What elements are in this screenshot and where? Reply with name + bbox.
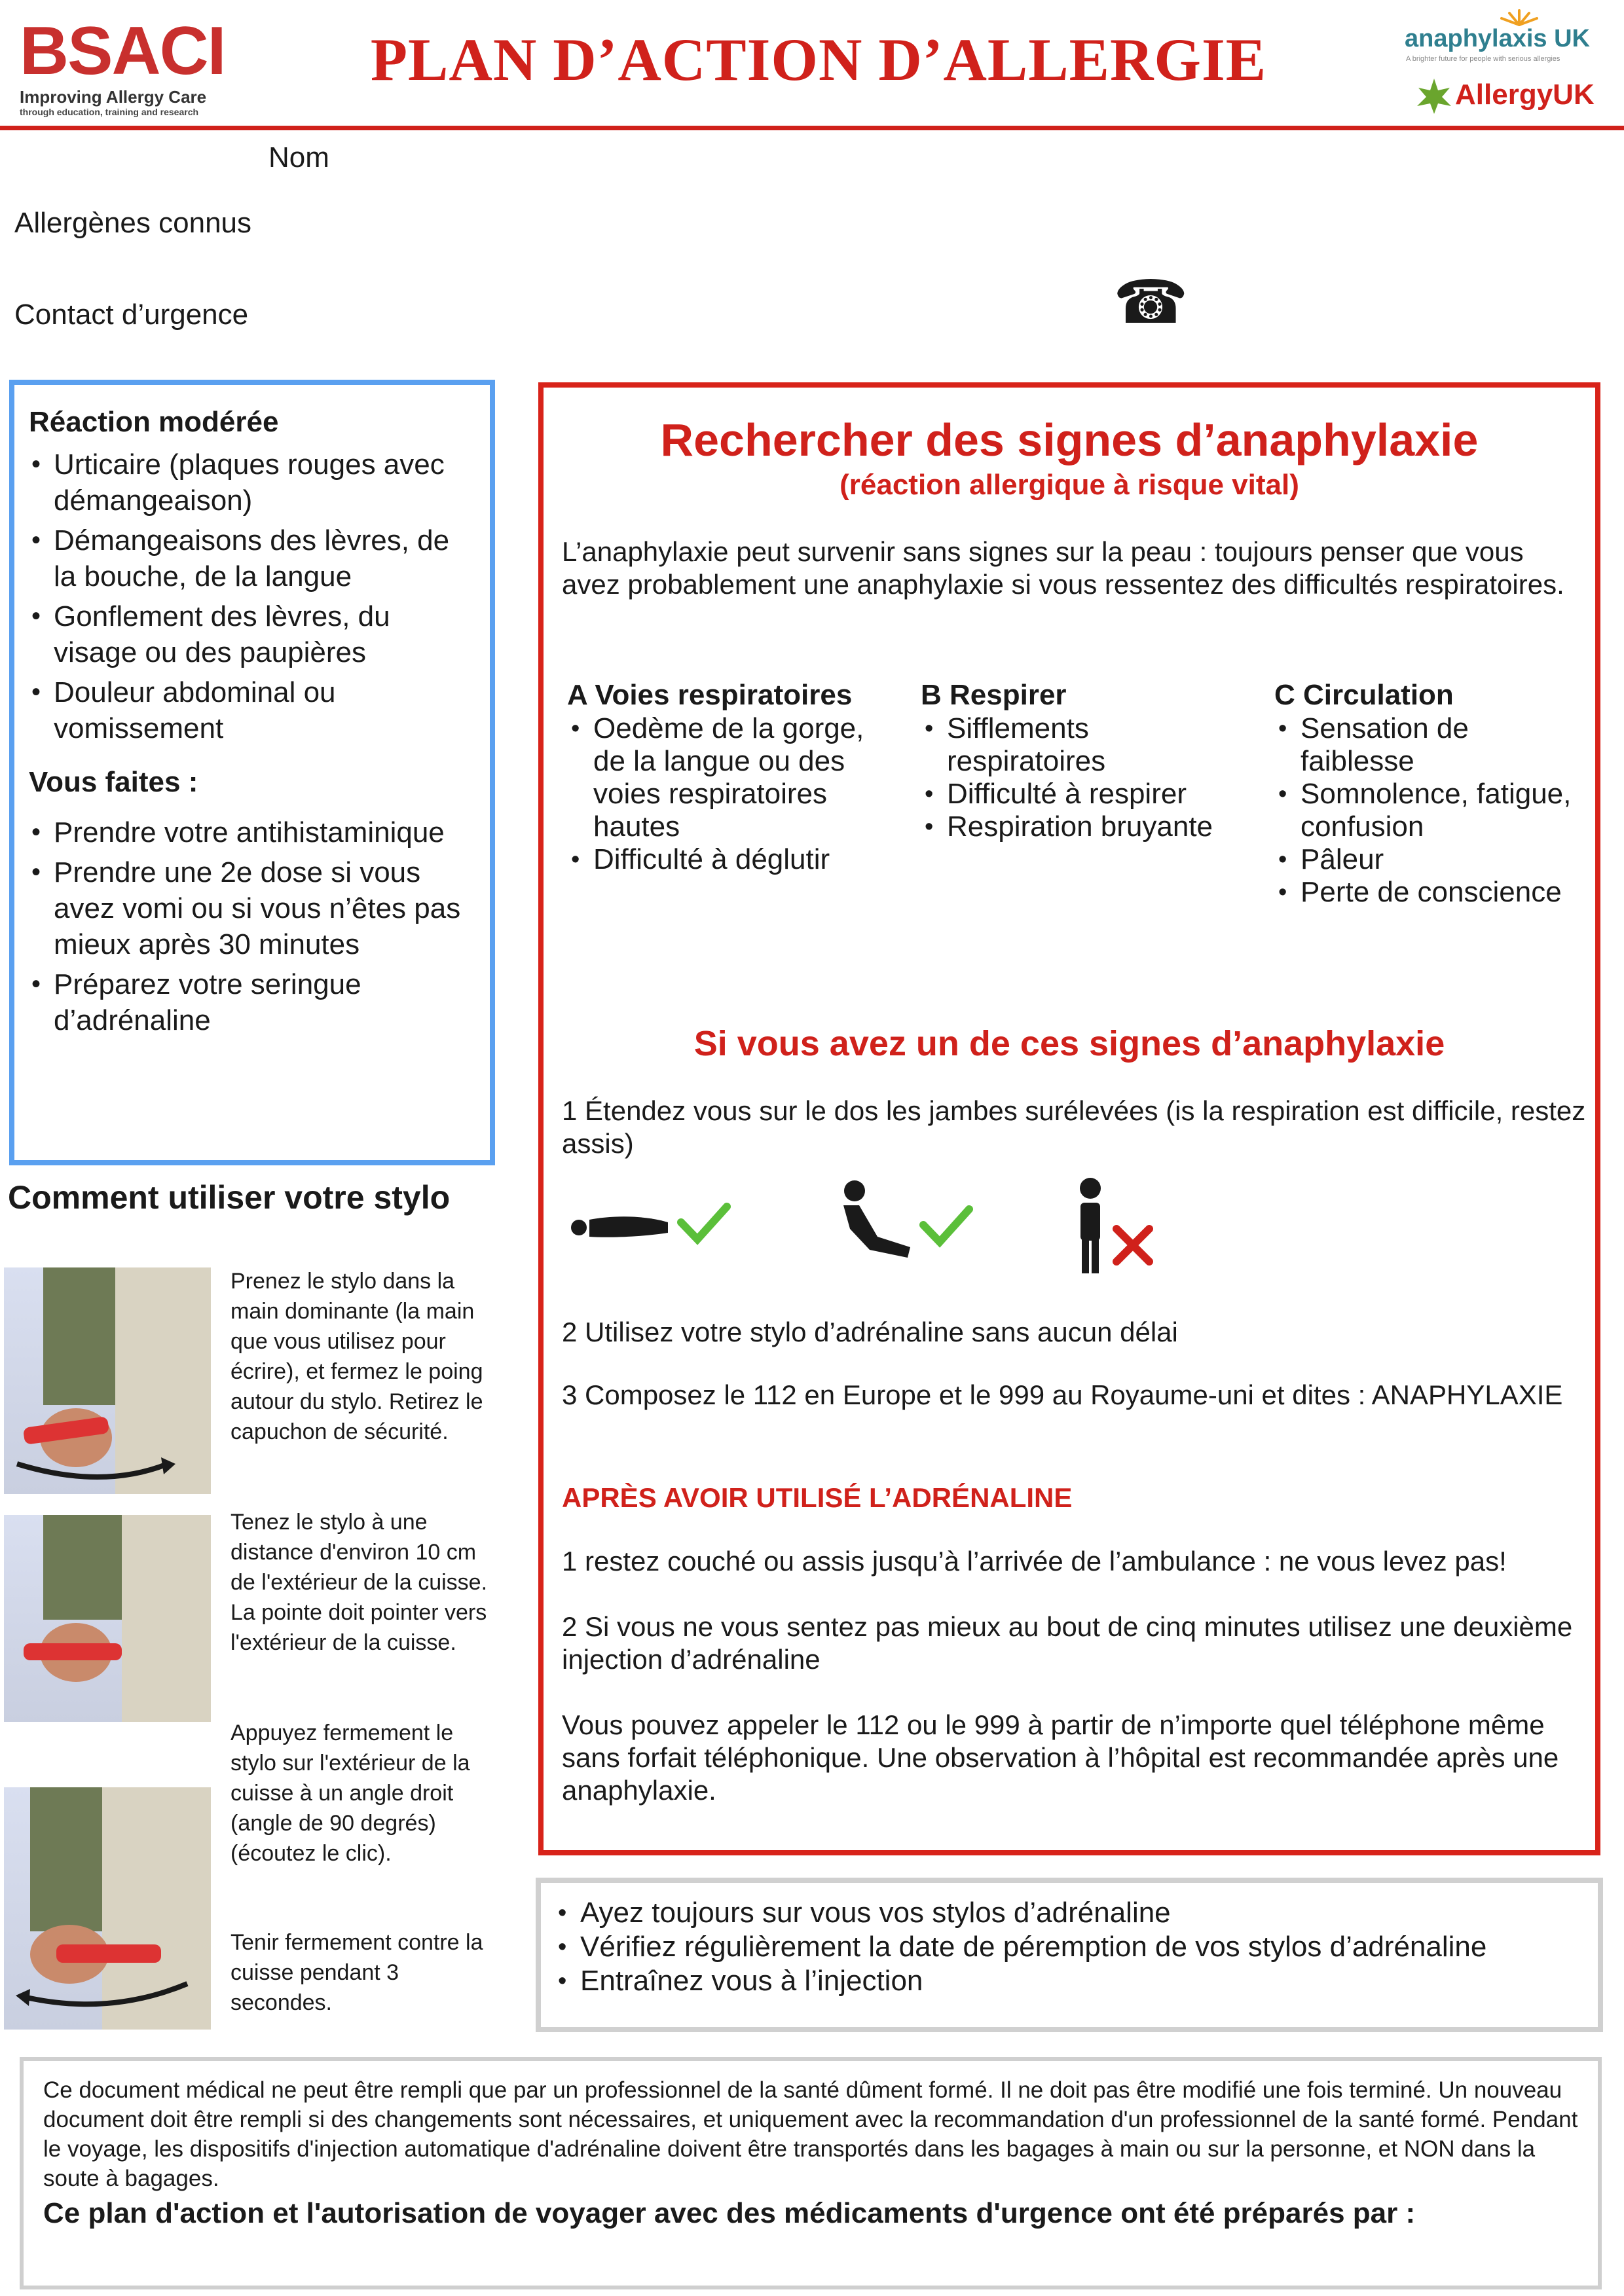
moderate-reaction-box xyxy=(9,380,495,1165)
pen-photo-injection xyxy=(4,1787,211,2030)
closing-note: Vous pouvez appeler le 112 ou le 999 à partir de n’importe quel téléphone même sans forfait téléphonique. Une observation à l’hôpital est recommandée après une anaphylaxie. xyxy=(562,1709,1559,1806)
list-item: • Ayez toujours sur vous vos stylos d’adrénaline xyxy=(554,1896,1598,1930)
disclaimer-box xyxy=(20,2057,1602,2289)
bsaci-logo xyxy=(20,13,236,117)
column-circulation xyxy=(1274,678,1595,909)
anaphylaxis-subtitle: (réaction allergique à risque vital) xyxy=(840,469,1299,501)
list-item: • Sensation de faiblesse xyxy=(1274,712,1523,778)
anaphylaxis-box xyxy=(538,382,1600,1855)
after-adrenaline-heading: APRÈS AVOIR UTILISÉ L’ADRÉNALINE xyxy=(562,1482,1073,1513)
moderate-symptoms-list xyxy=(29,446,474,746)
list-item: • Prendre votre antihistaminique xyxy=(29,814,474,850)
emergency-contact-label: Contact d’urgence xyxy=(14,299,249,331)
anaphylaxis-intro: L’anaphylaxie peut survenir sans signes sur la peau : toujours penser que vous avez probablement une anaphylaxie si vous ressentez des difficultés respiratoires. xyxy=(562,536,1564,600)
column-airway xyxy=(567,678,908,876)
list-item: • Urticaire (plaques rouges avec démangeaison) xyxy=(29,446,474,519)
actions-heading: Vous faites : xyxy=(29,766,198,798)
pen-photo-position xyxy=(4,1515,211,1722)
list-item: • Oedème de la gorge, de la langue ou des voies respiratoires hautes xyxy=(567,712,868,843)
reminders-list xyxy=(554,1896,1598,1998)
list-item: • Douleur abdominal ou vomissement xyxy=(29,674,474,746)
column-heading: B Respirer xyxy=(921,679,1067,711)
after-step-2: 2 Si vous ne vous sentez pas mieux au bout de cinq minutes utilisez une deuxième injection d’adrénaline xyxy=(562,1611,1573,1675)
column-breathing xyxy=(921,678,1261,843)
list-item: • Préparez votre seringue d’adrénaline xyxy=(29,966,474,1038)
allergy-uk-name: AllergyUK xyxy=(1455,79,1595,111)
list-item: • Difficulté à déglutir xyxy=(567,843,908,876)
moderate-heading: Réaction modérée xyxy=(29,406,279,438)
list-item: • Perte de conscience xyxy=(1274,876,1595,909)
check-icon-1 xyxy=(681,1207,727,1239)
allergy-uk-logo xyxy=(1414,73,1611,119)
anaphylaxis-uk-tagline: A brighter future for people with serious allergies xyxy=(1406,55,1560,63)
action-title: Si vous avez un de ces signes d’anaphylaxie xyxy=(693,1024,1445,1063)
lying-position-icon xyxy=(571,1216,668,1237)
step-2: 2 Utilisez votre stylo d’adrénaline sans aucun délai xyxy=(562,1317,1178,1347)
column-list xyxy=(1274,712,1595,909)
pen-step-1: Prenez le stylo dans la main dominante (la main que vous utilisez pour écrire), et fermez le poing autour du stylo. Retirez le capuchon de sécurité. xyxy=(231,1269,483,1444)
pen-injection-illustration xyxy=(4,1787,211,2030)
column-list xyxy=(567,712,908,876)
moderate-actions-list xyxy=(29,814,474,1038)
list-item: • Respiration bruyante xyxy=(921,811,1261,843)
page-title: PLAN D’ACTION D’ALLERGIE xyxy=(370,26,1267,93)
pen-heading: Comment utiliser votre stylo xyxy=(8,1179,451,1216)
anaphylaxis-title: Rechercher des signes d’anaphylaxie xyxy=(660,414,1479,465)
step-1: 1 Étendez vous sur le dos les jambes surélevées (is la respiration est difficile, restez assis) xyxy=(562,1095,1586,1159)
bsaci-logo-tagline: Improving Allergy Care xyxy=(20,87,207,107)
after-step-1: 1 restez couché ou assis jusqu’à l’arrivée de l’ambulance : ne vous levez pas! xyxy=(562,1546,1507,1576)
bsaci-logo-subline: through education, training and research xyxy=(20,107,199,117)
anaphylaxis-uk-name: anaphylaxis UK xyxy=(1405,25,1590,52)
list-item: • Somnolence, fatigue, confusion xyxy=(1274,778,1589,843)
list-item: • Difficulté à respirer xyxy=(921,778,1261,811)
list-item: • Entraînez vous à l’injection xyxy=(554,1964,1598,1998)
pen-step-4: Tenir fermement contre la cuisse pendant 3 secondes. xyxy=(231,1930,483,2015)
disclaimer-text: Ce document médical ne peut être rempli que par un professionnel de la santé dûment formé. Il ne doit pas être modifié une fois terminé. Un nouveau document doit être rempli si des changements sont nécessaires, et uniquement avec la recommandation d'un professionnel de la santé formé. Pendant le voyage, les dispositifs d'injection automatique d'adrénaline doivent être transportés dans les bagages à main ou sur la personne, et NON dans la soute à bagages. xyxy=(43,2077,1578,2191)
anaphylaxis-uk-logo xyxy=(1398,7,1614,63)
list-item: • Gonflement des lèvres, du visage ou des paupières xyxy=(29,598,474,670)
list-item: • Prendre une 2e dose si vous avez vomi ou si vous n’êtes pas mieux après 30 minutes xyxy=(29,854,474,962)
header-divider xyxy=(0,126,1624,130)
step-3: 3 Composez le 112 en Europe et le 999 au Royaume-uni et dites : ANAPHYLAXIE xyxy=(562,1379,1563,1410)
reminders-box xyxy=(536,1878,1603,2032)
pen-position-illustration xyxy=(4,1515,211,1722)
column-list xyxy=(921,712,1261,843)
column-heading: C Circulation xyxy=(1274,679,1454,711)
signature-line: Ce plan d'action et l'autorisation de voyager avec des médicaments d'urgence ont été préparés par : xyxy=(43,2197,1416,2229)
cross-icon xyxy=(1116,1229,1149,1262)
positions-illustration xyxy=(570,1176,1225,1275)
name-label: Nom xyxy=(268,141,329,173)
allergens-label: Allergènes connus xyxy=(14,207,252,239)
standing-position-icon xyxy=(1080,1178,1101,1273)
bsaci-logo-name: BSACI xyxy=(20,13,225,89)
list-item: • Démangeaisons des lèvres, de la bouche, de la langue xyxy=(29,522,474,594)
list-item: • Sifflements respiratoires xyxy=(921,712,1143,778)
column-heading: A Voies respiratoires xyxy=(567,679,853,711)
leaf-icon xyxy=(1414,76,1454,115)
list-item: • Vérifiez régulièrement la date de péremption de vos stylos d’adrénaline xyxy=(554,1930,1598,1964)
phone-icon: ☎ xyxy=(1113,269,1189,336)
pen-step-3: Appuyez fermement le stylo sur l'extérieur de la cuisse à un angle droit (angle de 90 degrés) (écoutez le clic). xyxy=(231,1721,470,1866)
sitting-position-icon xyxy=(843,1180,910,1258)
list-item: • Pâleur xyxy=(1274,843,1595,876)
sunburst-icon xyxy=(1490,7,1549,26)
pen-step-2: Tenez le stylo à une distance d'environ 10 cm de l'extérieur de la cuisse. La pointe doit pointer vers l'extérieur de la cuisse. xyxy=(231,1510,488,1655)
pen-photo-grip xyxy=(4,1267,211,1494)
pen-grip-illustration xyxy=(4,1267,211,1494)
check-icon-2 xyxy=(923,1209,969,1242)
